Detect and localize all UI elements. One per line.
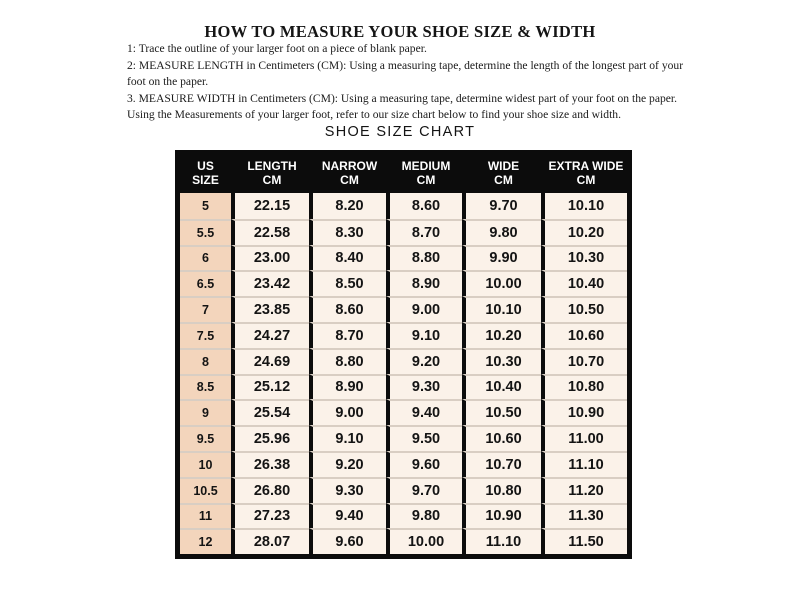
column-header-narrow-cm xyxy=(309,155,386,193)
instruction-note: Using the Measurements of your larger foot, refer to our size chart below to find your shoe size and width. xyxy=(127,108,621,122)
value-cell-length-cm: 24.27 xyxy=(231,322,309,348)
value-cell-wide-cm: 9.70 xyxy=(462,193,541,219)
value-cell-medium-cm: 9.30 xyxy=(386,374,462,400)
table-row xyxy=(180,528,627,554)
instruction-step-2: 2: MEASURE LENGTH in Centimeters (CM): Using a measuring tape, determine the length of the longest part of your foot on the paper. xyxy=(127,58,684,89)
value-cell-narrow-cm: 8.90 xyxy=(309,374,386,400)
value-cell-wide-cm: 10.10 xyxy=(462,296,541,322)
header-line: EXTRA WIDE xyxy=(548,159,624,173)
table-body xyxy=(180,193,627,554)
instruction-step-3: 3. MEASURE WIDTH in Centimeters (CM): Using a measuring tape, determine widest part of your foot on the paper. xyxy=(127,91,678,105)
value-cell-medium-cm: 9.00 xyxy=(386,296,462,322)
value-cell-extra-wide-cm: 11.10 xyxy=(541,451,627,477)
value-cell-narrow-cm: 8.30 xyxy=(309,219,386,245)
size-cell-us-size: 10 xyxy=(180,451,231,477)
size-cell-us-size: 5 xyxy=(180,193,231,219)
header-row xyxy=(180,155,627,193)
value-cell-narrow-cm: 8.20 xyxy=(309,193,386,219)
table-row xyxy=(180,503,627,529)
value-cell-wide-cm: 10.40 xyxy=(462,374,541,400)
value-cell-extra-wide-cm: 10.70 xyxy=(541,348,627,374)
value-cell-extra-wide-cm: 11.00 xyxy=(541,425,627,451)
value-cell-wide-cm: 9.90 xyxy=(462,245,541,271)
header-line: CM xyxy=(340,172,359,187)
value-cell-extra-wide-cm: 11.20 xyxy=(541,477,627,503)
header-line: SIZE xyxy=(192,172,219,187)
table-row xyxy=(180,270,627,296)
size-cell-us-size: 9 xyxy=(180,399,231,425)
value-cell-narrow-cm: 8.50 xyxy=(309,270,386,296)
value-cell-length-cm: 26.38 xyxy=(231,451,309,477)
value-cell-wide-cm: 10.60 xyxy=(462,425,541,451)
value-cell-narrow-cm: 9.60 xyxy=(309,528,386,554)
value-cell-wide-cm: 10.50 xyxy=(462,399,541,425)
value-cell-extra-wide-cm: 10.60 xyxy=(541,322,627,348)
value-cell-wide-cm: 10.80 xyxy=(462,477,541,503)
size-cell-us-size: 9.5 xyxy=(180,425,231,451)
header-line: CM xyxy=(576,172,596,187)
table-row xyxy=(180,477,627,503)
size-cell-us-size: 6.5 xyxy=(180,270,231,296)
size-cell-us-size: 12 xyxy=(180,528,231,554)
value-cell-length-cm: 25.54 xyxy=(231,399,309,425)
size-cell-us-size: 8.5 xyxy=(180,374,231,400)
column-header-extra-wide-cm xyxy=(541,155,627,193)
value-cell-medium-cm: 9.10 xyxy=(386,322,462,348)
table-header xyxy=(180,155,627,193)
value-cell-medium-cm: 9.80 xyxy=(386,503,462,529)
value-cell-narrow-cm: 9.30 xyxy=(309,477,386,503)
header-line: LENGTH xyxy=(247,159,297,173)
value-cell-narrow-cm: 8.80 xyxy=(309,348,386,374)
value-cell-narrow-cm: 9.10 xyxy=(309,425,386,451)
value-cell-narrow-cm: 8.40 xyxy=(309,245,386,271)
table-row xyxy=(180,348,627,374)
value-cell-medium-cm: 8.80 xyxy=(386,245,462,271)
value-cell-medium-cm: 8.70 xyxy=(386,219,462,245)
header-line: CM xyxy=(494,172,513,187)
size-cell-us-size: 11 xyxy=(180,503,231,529)
value-cell-wide-cm: 10.30 xyxy=(462,348,541,374)
value-cell-medium-cm: 9.40 xyxy=(386,399,462,425)
column-header-medium-cm xyxy=(386,155,462,193)
header-line: MEDIUM xyxy=(401,159,451,173)
value-cell-extra-wide-cm: 10.10 xyxy=(541,193,627,219)
value-cell-length-cm: 27.23 xyxy=(231,503,309,529)
value-cell-medium-cm: 10.00 xyxy=(386,528,462,554)
value-cell-extra-wide-cm: 10.40 xyxy=(541,270,627,296)
header-line: WIDE xyxy=(487,159,520,173)
value-cell-wide-cm: 10.20 xyxy=(462,322,541,348)
table-row xyxy=(180,374,627,400)
size-cell-us-size: 7.5 xyxy=(180,322,231,348)
value-cell-wide-cm: 9.80 xyxy=(462,219,541,245)
column-header-wide-cm xyxy=(462,155,541,193)
value-cell-medium-cm: 8.90 xyxy=(386,270,462,296)
size-cell-us-size: 7 xyxy=(180,296,231,322)
table-row xyxy=(180,296,627,322)
value-cell-extra-wide-cm: 11.30 xyxy=(541,503,627,529)
value-cell-length-cm: 23.42 xyxy=(231,270,309,296)
table-row xyxy=(180,245,627,271)
table-row xyxy=(180,219,627,245)
value-cell-length-cm: 22.15 xyxy=(231,193,309,219)
value-cell-length-cm: 28.07 xyxy=(231,528,309,554)
size-cell-us-size: 10.5 xyxy=(180,477,231,503)
value-cell-medium-cm: 8.60 xyxy=(386,193,462,219)
chart-heading: SHOE SIZE CHART xyxy=(324,124,476,140)
value-cell-length-cm: 23.00 xyxy=(231,245,309,271)
value-cell-length-cm: 23.85 xyxy=(231,296,309,322)
page-title: HOW TO MEASURE YOUR SHOE SIZE & WIDTH xyxy=(204,22,596,41)
table-row xyxy=(180,451,627,477)
header-line: CM xyxy=(416,172,436,187)
value-cell-length-cm: 25.96 xyxy=(231,425,309,451)
column-header-length-cm xyxy=(231,155,309,193)
table-row xyxy=(180,425,627,451)
size-cell-us-size: 6 xyxy=(180,245,231,271)
instructions xyxy=(127,41,693,124)
value-cell-extra-wide-cm: 10.20 xyxy=(541,219,627,245)
value-cell-medium-cm: 9.20 xyxy=(386,348,462,374)
value-cell-medium-cm: 9.60 xyxy=(386,451,462,477)
value-cell-narrow-cm: 8.70 xyxy=(309,322,386,348)
value-cell-extra-wide-cm: 10.80 xyxy=(541,374,627,400)
size-cell-us-size: 8 xyxy=(180,348,231,374)
value-cell-extra-wide-cm: 10.50 xyxy=(541,296,627,322)
value-cell-extra-wide-cm: 10.30 xyxy=(541,245,627,271)
value-cell-narrow-cm: 9.00 xyxy=(309,399,386,425)
value-cell-wide-cm: 10.00 xyxy=(462,270,541,296)
value-cell-length-cm: 26.80 xyxy=(231,477,309,503)
table-row xyxy=(180,193,627,219)
value-cell-wide-cm: 10.90 xyxy=(462,503,541,529)
value-cell-narrow-cm: 9.40 xyxy=(309,503,386,529)
value-cell-length-cm: 24.69 xyxy=(231,348,309,374)
size-cell-us-size: 5.5 xyxy=(180,219,231,245)
value-cell-length-cm: 22.58 xyxy=(231,219,309,245)
table-row xyxy=(180,399,627,425)
header-line: US xyxy=(197,159,214,173)
instruction-step-1: 1: Trace the outline of your larger foot on a piece of blank paper. xyxy=(127,42,427,55)
value-cell-length-cm: 25.12 xyxy=(231,374,309,400)
shoe-size-chart-table xyxy=(175,150,632,559)
value-cell-medium-cm: 9.50 xyxy=(386,425,462,451)
value-cell-narrow-cm: 8.60 xyxy=(309,296,386,322)
column-header-us-size xyxy=(180,155,231,193)
value-cell-narrow-cm: 9.20 xyxy=(309,451,386,477)
value-cell-wide-cm: 11.10 xyxy=(462,528,541,554)
table-row xyxy=(180,322,627,348)
value-cell-extra-wide-cm: 11.50 xyxy=(541,528,627,554)
value-cell-wide-cm: 10.70 xyxy=(462,451,541,477)
header-line: CM xyxy=(262,172,282,187)
value-cell-extra-wide-cm: 10.90 xyxy=(541,399,627,425)
value-cell-medium-cm: 9.70 xyxy=(386,477,462,503)
header-line: NARROW xyxy=(321,159,378,173)
